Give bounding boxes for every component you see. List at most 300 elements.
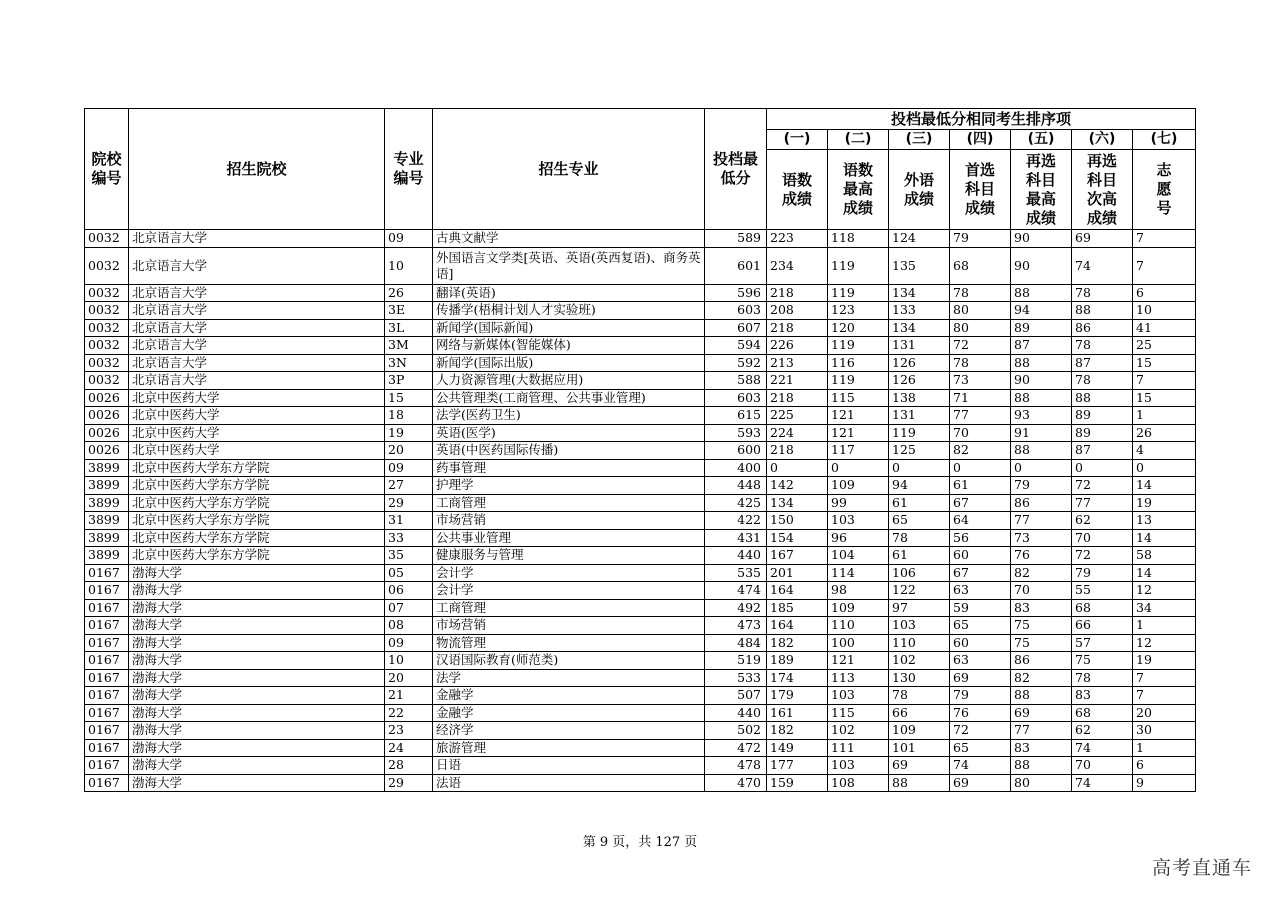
cell-score-5: 86 — [1011, 652, 1072, 670]
header-min-score — [705, 109, 767, 230]
cell-school-code: 0167 — [85, 599, 129, 617]
cell-score-5: 88 — [1011, 687, 1072, 705]
cell-major-name: 经济学 — [433, 722, 705, 740]
cell-score-1: 182 — [767, 634, 828, 652]
cell-wish-number: 12 — [1133, 582, 1196, 600]
table-row — [85, 302, 1196, 320]
cell-school-name: 渤海大学 — [129, 634, 385, 652]
cell-school-name: 北京中医药大学东方学院 — [129, 477, 385, 495]
cell-major-code: 3M — [385, 337, 433, 355]
cell-score-2: 123 — [828, 302, 889, 320]
tie-col-label-text: 首选科目成绩 — [965, 161, 996, 217]
cell-score-5: 79 — [1011, 477, 1072, 495]
cell-school-code: 0167 — [85, 652, 129, 670]
tie-col-label — [889, 150, 950, 230]
cell-score-1: 218 — [767, 442, 828, 460]
cell-score-3: 133 — [889, 302, 950, 320]
tie-col-label-text: 再选科目次高成绩 — [1087, 151, 1118, 227]
cell-min-score: 448 — [705, 477, 767, 495]
cell-score-6: 69 — [1072, 230, 1133, 248]
cell-score-1: 224 — [767, 424, 828, 442]
cell-score-5: 88 — [1011, 354, 1072, 372]
table-row — [85, 407, 1196, 425]
cell-score-1: 159 — [767, 774, 828, 792]
cell-wish-number: 34 — [1133, 599, 1196, 617]
cell-score-2: 116 — [828, 354, 889, 372]
cell-school-name: 渤海大学 — [129, 687, 385, 705]
table-row — [85, 652, 1196, 670]
cell-score-1: 164 — [767, 582, 828, 600]
cell-score-1: 218 — [767, 389, 828, 407]
table-row — [85, 442, 1196, 460]
cell-score-5: 86 — [1011, 494, 1072, 512]
cell-score-4: 78 — [950, 354, 1011, 372]
cell-score-6: 89 — [1072, 407, 1133, 425]
cell-score-5: 70 — [1011, 582, 1072, 600]
cell-score-2: 103 — [828, 757, 889, 775]
cell-major-name: 公共管理类(工商管理、公共事业管理) — [433, 389, 705, 407]
cell-major-code: 35 — [385, 547, 433, 565]
table-row — [85, 722, 1196, 740]
cell-min-score: 589 — [705, 230, 767, 248]
cell-score-1: 161 — [767, 704, 828, 722]
cell-school-name: 北京语言大学 — [129, 337, 385, 355]
header-tie-break-group: 投档最低分相同考生排序项 — [767, 109, 1196, 130]
cell-score-5: 80 — [1011, 774, 1072, 792]
cell-major-code: 24 — [385, 739, 433, 757]
cell-major-name: 法学 — [433, 669, 705, 687]
cell-school-name: 北京语言大学 — [129, 284, 385, 302]
cell-min-score: 507 — [705, 687, 767, 705]
table-row — [85, 477, 1196, 495]
cell-score-2: 100 — [828, 634, 889, 652]
cell-score-3: 103 — [889, 617, 950, 635]
cell-score-5: 94 — [1011, 302, 1072, 320]
cell-school-code: 0167 — [85, 669, 129, 687]
admission-score-table — [84, 108, 1196, 792]
cell-major-name: 新闻学(国际出版) — [433, 354, 705, 372]
cell-score-4: 79 — [950, 230, 1011, 248]
page-footer: 第 9 页，共 127 页 — [582, 835, 698, 850]
cell-school-code: 0167 — [85, 774, 129, 792]
cell-score-5: 91 — [1011, 424, 1072, 442]
cell-score-6: 88 — [1072, 302, 1133, 320]
cell-score-2: 118 — [828, 230, 889, 248]
cell-score-4: 56 — [950, 529, 1011, 547]
cell-score-4: 67 — [950, 564, 1011, 582]
cell-score-2: 117 — [828, 442, 889, 460]
cell-score-4: 60 — [950, 547, 1011, 565]
cell-school-name: 北京中医药大学东方学院 — [129, 512, 385, 530]
cell-score-2: 103 — [828, 687, 889, 705]
cell-score-1: 150 — [767, 512, 828, 530]
cell-major-name: 市场营销 — [433, 512, 705, 530]
cell-score-1: 154 — [767, 529, 828, 547]
cell-score-5: 77 — [1011, 512, 1072, 530]
cell-min-score: 592 — [705, 354, 767, 372]
cell-min-score: 492 — [705, 599, 767, 617]
cell-major-code: 20 — [385, 669, 433, 687]
cell-school-code: 0026 — [85, 424, 129, 442]
cell-school-code: 0167 — [85, 617, 129, 635]
cell-score-4: 73 — [950, 372, 1011, 390]
table-row — [85, 372, 1196, 390]
cell-score-5: 82 — [1011, 564, 1072, 582]
tie-col-label — [1133, 150, 1196, 230]
cell-wish-number: 14 — [1133, 477, 1196, 495]
cell-wish-number: 10 — [1133, 302, 1196, 320]
cell-score-2: 119 — [828, 337, 889, 355]
table-row — [85, 669, 1196, 687]
cell-min-score: 474 — [705, 582, 767, 600]
cell-score-5: 88 — [1011, 284, 1072, 302]
table-row — [85, 599, 1196, 617]
cell-score-2: 111 — [828, 739, 889, 757]
cell-school-name: 渤海大学 — [129, 739, 385, 757]
cell-score-2: 115 — [828, 389, 889, 407]
header-school-code — [85, 109, 129, 230]
cell-major-code: 28 — [385, 757, 433, 775]
cell-school-name: 渤海大学 — [129, 722, 385, 740]
header-major-code — [385, 109, 433, 230]
cell-score-4: 72 — [950, 337, 1011, 355]
cell-school-name: 渤海大学 — [129, 564, 385, 582]
cell-major-code: 22 — [385, 704, 433, 722]
cell-score-6: 89 — [1072, 424, 1133, 442]
tie-col-number: (七) — [1133, 130, 1196, 150]
cell-score-4: 0 — [950, 459, 1011, 477]
cell-score-1: 179 — [767, 687, 828, 705]
cell-score-3: 66 — [889, 704, 950, 722]
cell-min-score: 440 — [705, 704, 767, 722]
table-row — [85, 389, 1196, 407]
cell-score-4: 69 — [950, 774, 1011, 792]
tie-col-label-text: 语数最高成绩 — [843, 161, 874, 217]
cell-school-name: 北京语言大学 — [129, 230, 385, 248]
cell-score-1: 225 — [767, 407, 828, 425]
cell-school-code: 0167 — [85, 634, 129, 652]
cell-major-name: 工商管理 — [433, 599, 705, 617]
cell-score-6: 55 — [1072, 582, 1133, 600]
cell-score-2: 109 — [828, 477, 889, 495]
cell-school-name: 渤海大学 — [129, 582, 385, 600]
cell-school-code: 3899 — [85, 477, 129, 495]
cell-major-name: 法语 — [433, 774, 705, 792]
cell-score-2: 119 — [828, 372, 889, 390]
cell-wish-number: 0 — [1133, 459, 1196, 477]
cell-wish-number: 15 — [1133, 354, 1196, 372]
cell-score-1: 218 — [767, 319, 828, 337]
cell-major-code: 07 — [385, 599, 433, 617]
cell-major-name: 护理学 — [433, 477, 705, 495]
cell-major-name: 日语 — [433, 757, 705, 775]
tie-col-label — [1011, 150, 1072, 230]
cell-wish-number: 14 — [1133, 564, 1196, 582]
cell-score-6: 78 — [1072, 372, 1133, 390]
cell-score-3: 122 — [889, 582, 950, 600]
cell-major-code: 29 — [385, 774, 433, 792]
cell-score-3: 109 — [889, 722, 950, 740]
cell-wish-number: 13 — [1133, 512, 1196, 530]
cell-min-score: 440 — [705, 547, 767, 565]
cell-school-code: 3899 — [85, 512, 129, 530]
cell-score-3: 138 — [889, 389, 950, 407]
cell-score-2: 119 — [828, 284, 889, 302]
cell-score-2: 121 — [828, 652, 889, 670]
cell-score-3: 125 — [889, 442, 950, 460]
cell-major-name: 传播学(梧桐计划人才实验班) — [433, 302, 705, 320]
cell-min-score: 600 — [705, 442, 767, 460]
tie-col-label — [950, 150, 1011, 230]
cell-school-name: 渤海大学 — [129, 599, 385, 617]
cell-score-4: 63 — [950, 582, 1011, 600]
cell-score-3: 88 — [889, 774, 950, 792]
tie-col-label-text: 志愿号 — [1156, 161, 1172, 217]
cell-major-code: 29 — [385, 494, 433, 512]
cell-score-2: 102 — [828, 722, 889, 740]
cell-score-3: 135 — [889, 247, 950, 284]
table-header — [85, 109, 1196, 230]
cell-min-score: 601 — [705, 247, 767, 284]
cell-major-name: 外国语言文学类[英语、英语(英西复语)、商务英语] — [433, 247, 705, 284]
cell-score-6: 68 — [1072, 704, 1133, 722]
cell-wish-number: 1 — [1133, 407, 1196, 425]
cell-score-6: 57 — [1072, 634, 1133, 652]
cell-major-code: 09 — [385, 459, 433, 477]
cell-school-name: 北京中医药大学 — [129, 424, 385, 442]
cell-min-score: 472 — [705, 739, 767, 757]
cell-school-name: 北京中医药大学东方学院 — [129, 494, 385, 512]
cell-school-name: 北京语言大学 — [129, 372, 385, 390]
cell-score-6: 74 — [1072, 774, 1133, 792]
cell-major-name: 法学(医药卫生) — [433, 407, 705, 425]
cell-major-code: 3L — [385, 319, 433, 337]
cell-major-code: 15 — [385, 389, 433, 407]
cell-score-5: 73 — [1011, 529, 1072, 547]
cell-score-1: 226 — [767, 337, 828, 355]
cell-score-6: 87 — [1072, 354, 1133, 372]
cell-score-6: 62 — [1072, 512, 1133, 530]
cell-min-score: 484 — [705, 634, 767, 652]
cell-score-1: 177 — [767, 757, 828, 775]
cell-score-2: 99 — [828, 494, 889, 512]
cell-score-4: 69 — [950, 669, 1011, 687]
cell-score-1: 208 — [767, 302, 828, 320]
cell-score-6: 70 — [1072, 757, 1133, 775]
cell-score-6: 75 — [1072, 652, 1133, 670]
cell-score-3: 61 — [889, 494, 950, 512]
cell-score-4: 80 — [950, 319, 1011, 337]
cell-score-3: 0 — [889, 459, 950, 477]
cell-school-name: 北京语言大学 — [129, 354, 385, 372]
cell-school-code: 0032 — [85, 319, 129, 337]
cell-score-2: 104 — [828, 547, 889, 565]
cell-score-3: 130 — [889, 669, 950, 687]
cell-major-code: 21 — [385, 687, 433, 705]
cell-school-name: 北京中医药大学 — [129, 407, 385, 425]
cell-score-5: 93 — [1011, 407, 1072, 425]
cell-score-2: 96 — [828, 529, 889, 547]
cell-score-1: 182 — [767, 722, 828, 740]
cell-school-code: 3899 — [85, 494, 129, 512]
cell-min-score: 615 — [705, 407, 767, 425]
table-row — [85, 582, 1196, 600]
cell-score-3: 101 — [889, 739, 950, 757]
cell-score-2: 114 — [828, 564, 889, 582]
cell-score-4: 67 — [950, 494, 1011, 512]
cell-major-code: 10 — [385, 247, 433, 284]
cell-score-4: 74 — [950, 757, 1011, 775]
cell-score-5: 87 — [1011, 337, 1072, 355]
cell-school-code: 0032 — [85, 247, 129, 284]
cell-score-6: 78 — [1072, 337, 1133, 355]
cell-score-5: 89 — [1011, 319, 1072, 337]
cell-major-code: 26 — [385, 284, 433, 302]
header-major-name: 招生专业 — [433, 109, 705, 230]
cell-score-3: 106 — [889, 564, 950, 582]
cell-school-code: 0167 — [85, 722, 129, 740]
cell-wish-number: 7 — [1133, 669, 1196, 687]
cell-major-code: 3P — [385, 372, 433, 390]
cell-score-4: 70 — [950, 424, 1011, 442]
cell-wish-number: 25 — [1133, 337, 1196, 355]
table-row — [85, 564, 1196, 582]
cell-score-4: 65 — [950, 739, 1011, 757]
cell-wish-number: 1 — [1133, 617, 1196, 635]
cell-major-code: 33 — [385, 529, 433, 547]
cell-min-score: 478 — [705, 757, 767, 775]
cell-major-name: 市场营销 — [433, 617, 705, 635]
cell-score-1: 218 — [767, 284, 828, 302]
cell-wish-number: 15 — [1133, 389, 1196, 407]
cell-wish-number: 4 — [1133, 442, 1196, 460]
cell-score-4: 61 — [950, 477, 1011, 495]
cell-score-5: 90 — [1011, 372, 1072, 390]
cell-score-1: 201 — [767, 564, 828, 582]
cell-score-5: 88 — [1011, 757, 1072, 775]
cell-school-name: 北京中医药大学东方学院 — [129, 547, 385, 565]
tie-col-number: (四) — [950, 130, 1011, 150]
cell-min-score: 533 — [705, 669, 767, 687]
header-school-name: 招生院校 — [129, 109, 385, 230]
tie-col-label — [828, 150, 889, 230]
tie-col-number: (二) — [828, 130, 889, 150]
cell-wish-number: 20 — [1133, 704, 1196, 722]
cell-school-code: 0167 — [85, 687, 129, 705]
cell-major-name: 人力资源管理(大数据应用) — [433, 372, 705, 390]
cell-min-score: 593 — [705, 424, 767, 442]
cell-major-name: 药事管理 — [433, 459, 705, 477]
cell-school-code: 0032 — [85, 372, 129, 390]
cell-score-2: 98 — [828, 582, 889, 600]
cell-major-name: 公共事业管理 — [433, 529, 705, 547]
cell-major-name: 会计学 — [433, 564, 705, 582]
cell-score-4: 78 — [950, 284, 1011, 302]
table-row — [85, 774, 1196, 792]
cell-score-5: 69 — [1011, 704, 1072, 722]
cell-wish-number: 14 — [1133, 529, 1196, 547]
cell-score-3: 65 — [889, 512, 950, 530]
cell-score-4: 65 — [950, 617, 1011, 635]
cell-score-2: 113 — [828, 669, 889, 687]
cell-score-6: 62 — [1072, 722, 1133, 740]
cell-score-5: 88 — [1011, 442, 1072, 460]
cell-min-score: 596 — [705, 284, 767, 302]
cell-major-name: 健康服务与管理 — [433, 547, 705, 565]
cell-score-2: 110 — [828, 617, 889, 635]
table-row — [85, 459, 1196, 477]
cell-wish-number: 7 — [1133, 230, 1196, 248]
cell-school-code: 0167 — [85, 564, 129, 582]
cell-score-3: 97 — [889, 599, 950, 617]
cell-score-6: 78 — [1072, 669, 1133, 687]
cell-major-code: 31 — [385, 512, 433, 530]
table-row — [85, 512, 1196, 530]
cell-score-6: 72 — [1072, 477, 1133, 495]
cell-score-3: 134 — [889, 319, 950, 337]
cell-wish-number: 7 — [1133, 372, 1196, 390]
cell-wish-number: 1 — [1133, 739, 1196, 757]
cell-score-3: 124 — [889, 230, 950, 248]
table-row — [85, 617, 1196, 635]
cell-score-1: 134 — [767, 494, 828, 512]
cell-major-name: 翻译(英语) — [433, 284, 705, 302]
cell-score-2: 103 — [828, 512, 889, 530]
cell-score-5: 76 — [1011, 547, 1072, 565]
tie-col-label-text: 外语成绩 — [904, 170, 935, 208]
cell-major-name: 英语(中医药国际传播) — [433, 442, 705, 460]
cell-score-4: 59 — [950, 599, 1011, 617]
cell-school-code: 0032 — [85, 337, 129, 355]
tie-col-number: (五) — [1011, 130, 1072, 150]
table-row — [85, 494, 1196, 512]
tie-col-number: (六) — [1072, 130, 1133, 150]
cell-school-name: 渤海大学 — [129, 774, 385, 792]
cell-score-2: 109 — [828, 599, 889, 617]
cell-score-6: 68 — [1072, 599, 1133, 617]
cell-score-5: 83 — [1011, 599, 1072, 617]
cell-score-4: 72 — [950, 722, 1011, 740]
cell-score-5: 75 — [1011, 617, 1072, 635]
table-row — [85, 687, 1196, 705]
cell-score-3: 78 — [889, 529, 950, 547]
cell-score-6: 77 — [1072, 494, 1133, 512]
cell-school-code: 3899 — [85, 459, 129, 477]
cell-score-2: 108 — [828, 774, 889, 792]
table-row — [85, 319, 1196, 337]
cell-score-6: 83 — [1072, 687, 1133, 705]
table-row — [85, 634, 1196, 652]
cell-score-2: 120 — [828, 319, 889, 337]
cell-score-1: 189 — [767, 652, 828, 670]
header-school-code-text: 院校编号 — [91, 150, 122, 187]
cell-score-4: 64 — [950, 512, 1011, 530]
cell-major-code: 10 — [385, 652, 433, 670]
header-min-score-text: 投档最低分 — [713, 150, 759, 187]
cell-score-3: 61 — [889, 547, 950, 565]
cell-score-6: 78 — [1072, 284, 1133, 302]
cell-major-name: 金融学 — [433, 704, 705, 722]
cell-major-code: 27 — [385, 477, 433, 495]
cell-school-code: 0026 — [85, 389, 129, 407]
tie-col-label — [767, 150, 828, 230]
cell-major-name: 旅游管理 — [433, 739, 705, 757]
cell-score-1: 167 — [767, 547, 828, 565]
cell-score-3: 69 — [889, 757, 950, 775]
cell-min-score: 425 — [705, 494, 767, 512]
cell-school-name: 渤海大学 — [129, 617, 385, 635]
cell-score-1: 221 — [767, 372, 828, 390]
